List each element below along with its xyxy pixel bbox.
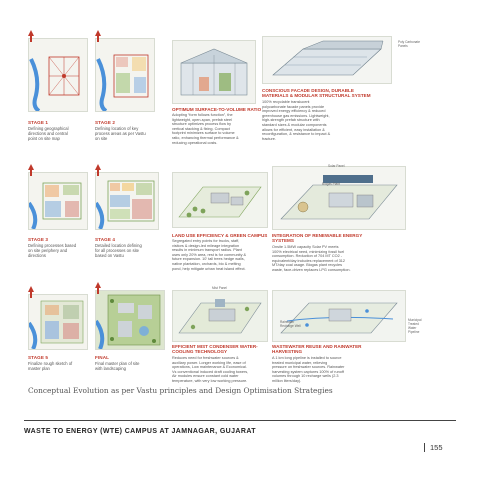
stage-2-site-sketch [95, 38, 155, 112]
stage-2-description: Defining location of key process areas as per Vastu on site [95, 126, 146, 141]
wastewater-description: A 1 km long pipeline is installed to source treated municipal water, relieving pressure on freshwater sources. Rainwater harvesting system captures 100% of runoff volumes through 10 recharge wells (2.3 million liters/day). [272, 356, 345, 383]
surface-volume-diagram [172, 40, 256, 104]
stage-1-title: STAGE 1 [28, 120, 49, 125]
facade-title: CONSCIOUS FACADE DESIGN, DURABLE MATERIALS & MODULAR STRUCTURAL SYSTEM [262, 88, 371, 99]
building-section-drawing [173, 41, 255, 103]
land-use-description: Segregated entry points for trucks, staff, visitors & design-led mileage integration results in minimum transport radius. Plant uses only 20% area, rest is for community & future expansion. 10' tall trees hedge walls, native plantation, orchards, bio & melting pond, help mitigate urban heat island effect. [172, 239, 247, 271]
stage-5-description: Finalize rough sketch of master plan [28, 361, 73, 371]
wastewater-drawing [273, 291, 405, 341]
page-number: 155 [430, 443, 443, 452]
stage-5-site-sketch [28, 294, 88, 350]
north-arrow-stem [30, 170, 32, 176]
stage-2-title: STAGE 2 [95, 120, 116, 125]
mist-cooling-title: EFFICIENT MIST CONDENSER WATER- COOLING TECHNOLOGY [172, 344, 258, 355]
stage-5-drawing [29, 295, 87, 349]
biogas-plant-label: Biogas Plant [322, 182, 340, 186]
north-arrow-stem [97, 170, 99, 176]
surface-volume-title: OPTIMUM SURFACE-TO-VOLUME RATIO [172, 107, 262, 112]
renewable-title: INTEGRATION OF RENEWABLE ENERGY SYSTEMS [272, 233, 363, 244]
stage-1-drawing [29, 39, 87, 111]
stage-3-site-sketch [28, 172, 88, 230]
final-title: FINAL [95, 355, 110, 360]
stage-3-title: STAGE 3 [28, 237, 49, 242]
stage-4-site-sketch [95, 172, 159, 230]
stage-4-drawing [96, 173, 158, 229]
final-plan-drawing [96, 291, 164, 349]
land-use-diagram [172, 172, 268, 228]
page-number-divider [424, 443, 425, 452]
figure-caption: Conceptual Evolution as per Vastu principles and Design Optimisation Strategies [28, 386, 333, 395]
north-arrow-stem [30, 292, 32, 298]
stage-4-description: Detailed location defining for all processes on site based on Vastu [95, 243, 142, 258]
recharge-well-label: Rainwater Recharge Well [280, 320, 301, 328]
mist-panel-label: Mist Panel [212, 286, 227, 290]
footer-project-title: WASTE TO ENERGY (WTE) CAMPUS AT JAMNAGAR, GUJARAT [24, 428, 256, 435]
renewable-description: Onsite 1.5MW capacity Solar PV meets 100% electrical need, minimizing fossil fuel consumption. Reduction of 704 MT CO2 - equivalent/day includes replacement of 312 MT/day coal usage. Biogas plant recycles waste, face-driven replaces LPG consumption. [272, 245, 351, 272]
renewable-drawing [273, 167, 405, 229]
stage-3-drawing [29, 173, 87, 229]
municipal-pipeline-label: Municipal Treated Water Pipeline [408, 318, 422, 334]
poly-panel-label: Poly Carbonate Panels [398, 40, 420, 48]
stage-5-title: STAGE 5 [28, 355, 49, 360]
footer-rule [24, 420, 456, 421]
mist-cooling-description: Reduces need for freshwater sources & auxiliary power. Longer working life, ease of operations, Low maintenance & Economical. Vs conventional induced draft cooling towers, Air modules ensure constant cold water temperature, with very low working pressure. [172, 356, 249, 383]
solar-panel-label: Solar Panel [328, 164, 345, 168]
stage-1-description: Defining geographical directions and central point on site map [28, 126, 69, 141]
final-master-plan [95, 290, 165, 350]
stage-1-site-sketch [28, 38, 88, 112]
wastewater-diagram [272, 290, 406, 342]
land-use-title: LAND USE EFFICIENCY & GREEN CAMPUS [172, 233, 268, 238]
facade-diagram [262, 36, 392, 84]
final-description: Final master plan of site with landscaping [95, 361, 140, 371]
stage-3-description: Defining processes based on site periphery and directions [28, 243, 77, 258]
land-use-drawing [173, 173, 267, 227]
mist-cooling-drawing [173, 291, 267, 341]
renewable-diagram [272, 166, 406, 230]
surface-volume-description: Adopting “form follows function”, the lightweight, open-span, prefab steel structure optimizes process flow by vertical stacking & fixing. Compact footprint minimizes surface to volume ratio, enhancing thermal performance & reducing operational costs. [172, 113, 239, 145]
north-arrow-stem [97, 36, 99, 42]
stage-2-drawing [96, 39, 154, 111]
north-arrow-stem [30, 36, 32, 42]
mist-cooling-diagram [172, 290, 268, 342]
wastewater-title: WASTEWATER REUSE AND RAINWATER HARVESTING [272, 344, 362, 355]
facade-drawing [263, 37, 391, 83]
stage-4-title: STAGE 4 [95, 237, 116, 242]
north-arrow-stem [97, 288, 99, 294]
facade-description: 100% recyclable translucent polycarbonate facade panels provide improved energy efficiency & reduced greenhouse gas emissions. Lightweight, high-strength prefab structure with standard sizes & modular components allows for efficient, easy installation & reconfiguration, & resistance to impact & fracture. [262, 100, 331, 141]
